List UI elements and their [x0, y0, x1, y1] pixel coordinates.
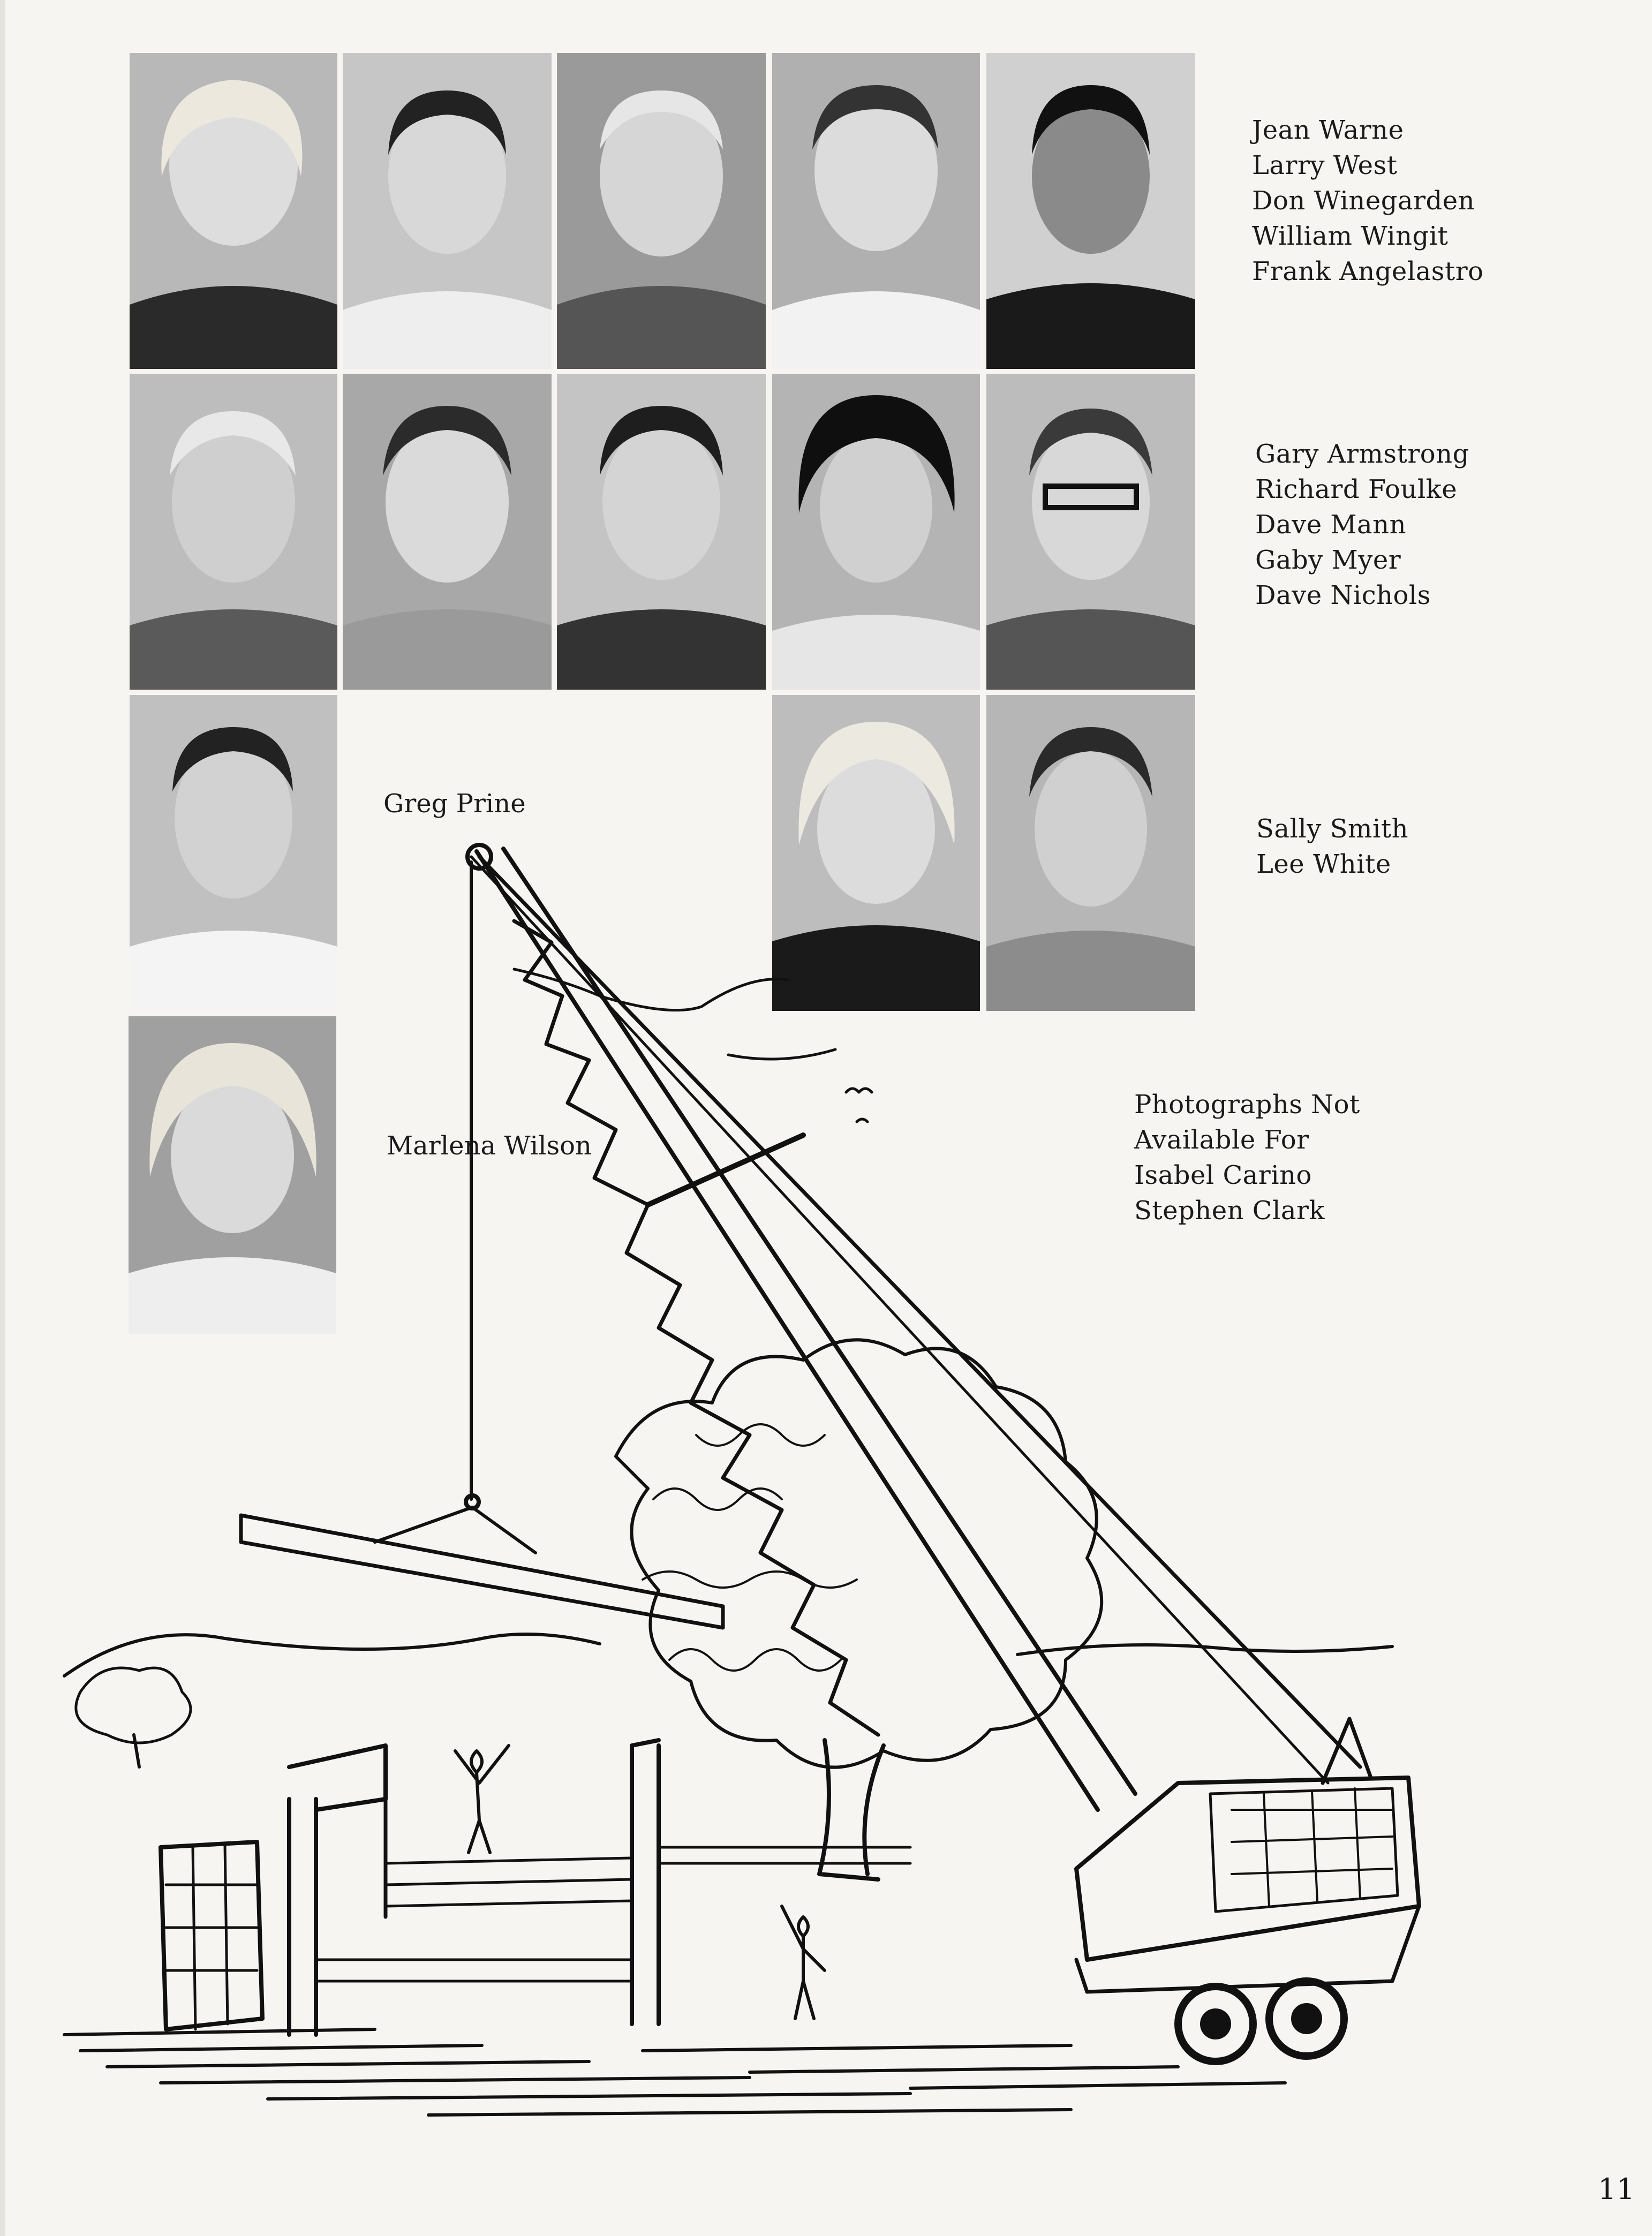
note-line: Available For: [1134, 1125, 1309, 1155]
student-name: Gaby Myer: [1255, 545, 1401, 575]
page-number: 11: [1598, 2172, 1635, 2206]
student-name: Sally Smith: [1256, 814, 1409, 844]
student-name: Larry West: [1252, 150, 1398, 180]
student-name: Richard Foulke: [1255, 474, 1458, 504]
student-name: Lee White: [1256, 849, 1391, 879]
note-line: Photographs Not: [1134, 1090, 1360, 1120]
student-name: Jean Warne: [1252, 115, 1404, 145]
student-name: Dave Nichols: [1255, 580, 1431, 610]
note-line: Isabel Carino: [1134, 1160, 1312, 1190]
student-name: William Wingit: [1252, 221, 1449, 251]
student-name: Dave Mann: [1255, 510, 1406, 540]
note-line: Stephen Clark: [1134, 1196, 1325, 1226]
student-name: Gary Armstrong: [1255, 439, 1469, 469]
label-greg-prine: Greg Prine: [383, 789, 526, 819]
student-name: Don Winegarden: [1252, 186, 1475, 216]
student-name: Frank Angelastro: [1252, 256, 1484, 286]
label-marlena-wilson: Marlena Wilson: [387, 1131, 592, 1161]
